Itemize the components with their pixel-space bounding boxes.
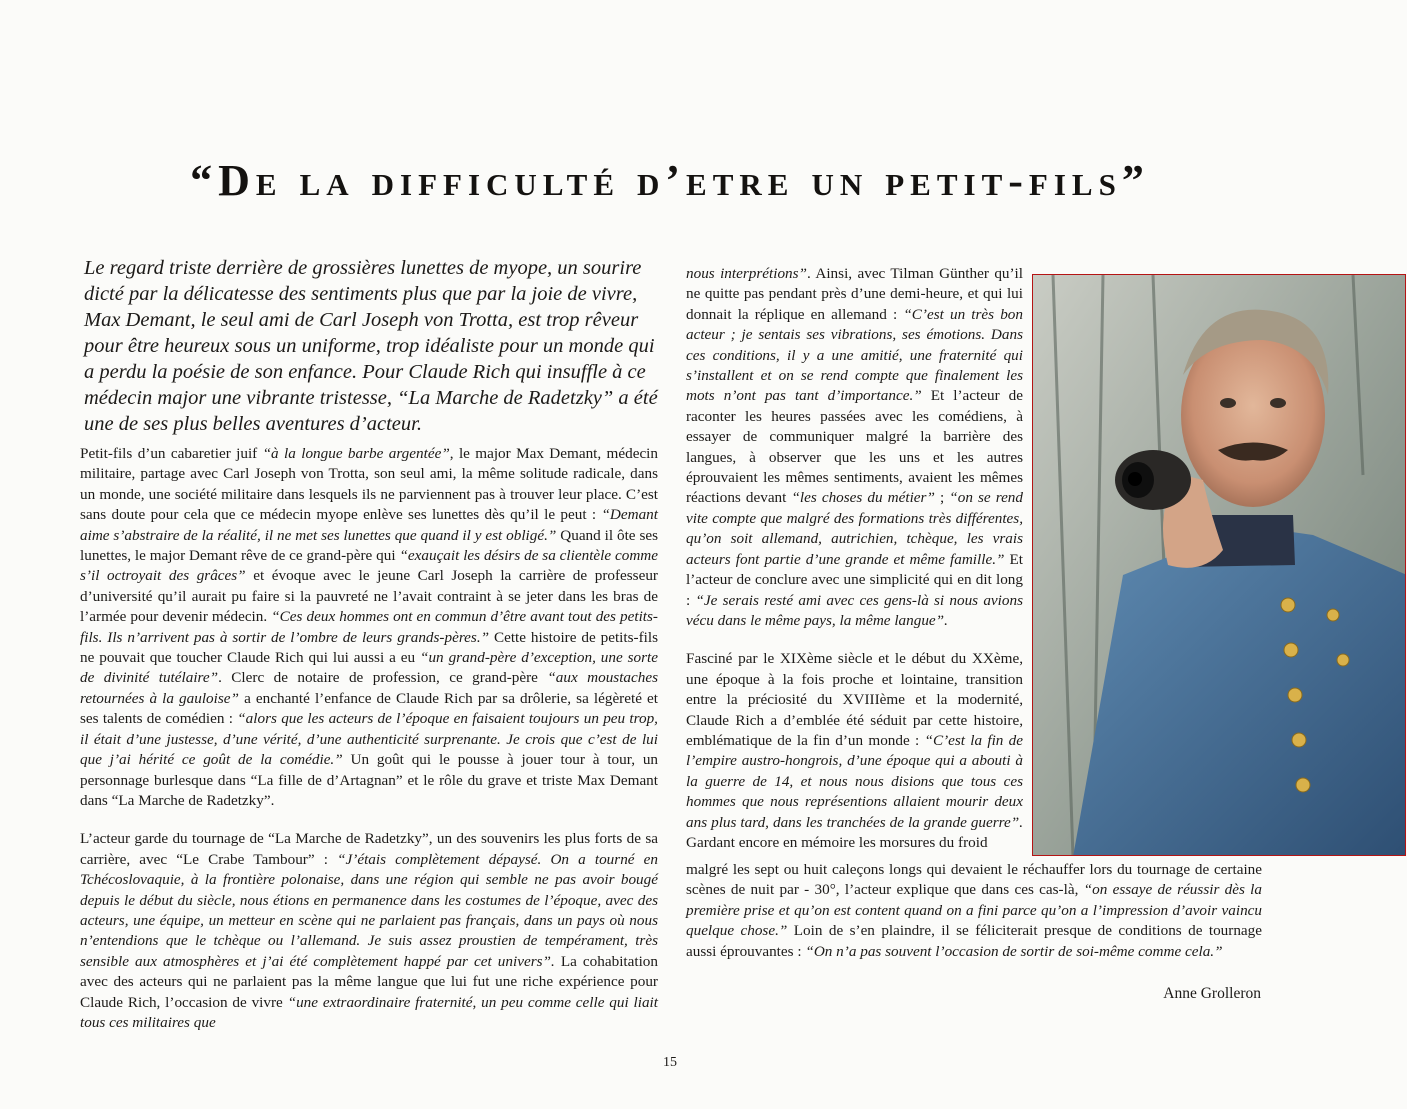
text-run: L’acteur garde du tournage de “La Marche de Radetzky”, un des souvenirs les plus forts de sa carrière, avec “Le Crabe Tambour” : (80, 830, 658, 868)
quote-run: “Demant aime s’abstraire de la réalité, il ne met ses lunettes que quand il y est obligé.” (80, 506, 658, 544)
quote-run: “Je serais resté ami avec ces gens-là si nous avions vécu dans le même pays, la même langue”. (686, 591, 1023, 629)
lead-paragraph: Le regard triste derrière de grossières lunettes de myope, un sourire dicté par la délicatesse des sentiments plus que par la joie de vivre, Max Demant, le seul ami de Carl Joseph von Trotta, est trop rêveur pour être heureux sous un uniforme, trop idéaliste pour un monde qui a perdu la poésie de son enfance. Pour Claude Rich qui insuffle à ce médecin major une vibrante tristesse, “La Marche de Radetzky” a été une de ses plus belles aventures d’acteur. (84, 257, 658, 435)
text-run: malgré les sept ou huit caleçons longs qui devaient le réchauffer lors du tournage de certaine scènes de nuit par - 30°, l’acteur explique que dans ces cas-là, (686, 861, 1262, 899)
text-run: . Ainsi, avec Tilman Günther qu’il ne quitte pas pendant près d’une demi-heure, et qui lui donnait la réplique en allemand : (686, 265, 1023, 323)
quote-run: “à la longue barbe argentée” (262, 445, 450, 462)
quote-run: “exauçait les désirs de sa clientèle comme s’il octroyait des grâces” (80, 547, 658, 585)
text-run: ; (934, 489, 950, 507)
quote-run: “aux moustaches retournées à la gauloise” (80, 669, 658, 707)
text-run: Gardant encore en mémoire les morsures du froid (686, 833, 988, 851)
middle-paragraph-1 (686, 264, 1023, 631)
quote-run: “C’est un très bon acteur ; je sentais ses vibrations, ses émotions. Dans ces conditions, il y a une amitié, une fraternité qui s’installent et on se rend compte que finalement les mots n’ont pas tant d’importance.” (686, 305, 1023, 405)
quote-run: “alors que les acteurs de l’époque en faisaient toujours un peu trop, il était d’une justesse, d’une vérité, d’une authenticité surprenante. Je crois que c’est de lui que j’ai hérité ce goût de la comédie.” (80, 710, 658, 769)
text-run: a enchanté l’enfance de Claude Rich par sa drôlerie, sa légèreté et ses talents de comédien : (80, 689, 658, 728)
quote-run: “on essaye de réussir dès la première prise et qu’on est content quand on a fini parce qu’on a l’impression d’avoir vaincu quelque chose.” (686, 881, 1262, 940)
quote-run: “une extraordinaire fraternité, un peu comme celle qui liait tous ces militaires que (80, 993, 658, 1031)
quote-run: “J’étais complètement dépaysé. On a tourné en Tchécoslovaquie, à la frontière polonaise, dans une région qui semble ne pas avoir bougé depuis le début du siècle, nous étions en permanence dans les costumes de l’époque, avec des acteurs, une équipe, un metteur en scène qui ne parlaient pas français, dans un pays où nous n’entendions que le tchèque ou l’allemand. Je suis assez proustien de tempérament, très sensible aux atmosphères et j’ai été complètement happé par cet univers”. (80, 850, 658, 970)
quote-run: “un grand-père d’exception, une sorte de divinité tutélaire” (80, 649, 659, 687)
text-run: , le major Max Demant, médecin militaire, partage avec Carl Joseph von Trotta, son seul ami, la même solitude radicale, dans un monde, une société militaire dans lesquels ils ne parviennent pas à trouver leur place. C’est sans doute pour cela que ce médecin myope enlève ses lunettes dès qu’il le peut : (80, 445, 658, 524)
actor-photo (1032, 274, 1406, 856)
text-run: Petit-fils d’un cabaretier juif (80, 445, 263, 462)
left-column (80, 444, 658, 1033)
text-run: et évoque avec le jeune Carl Joseph la carrière de professeur d’université qu’il aurait pu faire si la pauvreté ne l’avait contraint à se jeter dans les bras de l’armée pour devenir médecin. (80, 567, 658, 626)
text-run: La cohabitation avec des acteurs qui ne parlaient pas la même langue que lui fut une riche expérience pour Claude Rich, l’occasion de vivre (80, 952, 658, 1011)
author-signature: Anne Grolleron (1163, 985, 1261, 1002)
left-paragraph-1 (80, 444, 658, 811)
text-run: Et l’acteur de raconter les heures passées avec les comédiens, à essayer de communiquer malgré la barrière des langues, à observer que les uns et les autres éprouvaient les mêmes sentiments, avaient les mêmes réactions devant (686, 387, 1023, 507)
left-paragraph-2 (80, 829, 658, 1033)
middle-column (686, 264, 1023, 853)
page-number: 15 (663, 1055, 677, 1070)
quote-run: “on se rend vite compte que malgré des formations très différentes, qu’on soit allemand, autrichien, tchèque, les vrais acteurs font partie d’une grande et même famille.” (686, 489, 1023, 568)
quote-run: nous interprétions” (686, 265, 808, 282)
page-title: “De la difficulté d’etre un petit-fils” (190, 156, 1150, 205)
text-run: Et l’acteur de conclure avec une simplicité qui en dit long : (686, 550, 1023, 609)
text-run: . Clerc de notaire de profession, ce grand-père (218, 669, 548, 687)
middle-paragraph-2 (686, 649, 1023, 853)
bottom-paragraph (686, 860, 1262, 962)
text-run: Cette histoire de petits-fils ne pouvait que toucher Claude Rich qui lui aussi a eu (80, 628, 659, 667)
quote-run: “les choses du métier” (791, 489, 935, 507)
quote-run: “Ces deux hommes ont en commun d’être avant tout des petits-fils. Ils n’arrivent pas à sortir de l’ombre de leurs grands-pères.” (80, 608, 658, 646)
text-run: Quand il ôte ses lunettes, le major Demant rêve de ce grand-père qui (80, 526, 659, 565)
quote-run: “On n’a pas souvent l’occasion de sortir de soi-même comme cela.” (805, 942, 1223, 960)
text-run: Fasciné par le XIXème siècle et le début du XXème, une époque à la fois proche et lointaine, transition entre la préciosité du XVIIIème et la modernité, Claude Rich a d’emblée été séduit par cette histoire, emblématique de la fin d’un monde : (686, 650, 1023, 749)
quote-run: “C’est la fin de l’empire austro-hongrois, d’une époque qui a abouti à la guerre de 14, et nous nous disions que tous ces hommes que nous représentions allaient mourir deux ans plus tard, dans les tranchées de la grande guerre”. (686, 731, 1024, 831)
text-run: Loin de s’en plaindre, il se féliciterait presque de conditions de tournage aussi éprouvantes : (686, 922, 1262, 960)
text-run: Un goût qui le pousse à jouer tour à tour, un personnage burlesque dans “La fille de d’Artagnan” et le rôle du grave et triste Max Demant dans “La Marche de Radetzky”. (80, 751, 659, 809)
